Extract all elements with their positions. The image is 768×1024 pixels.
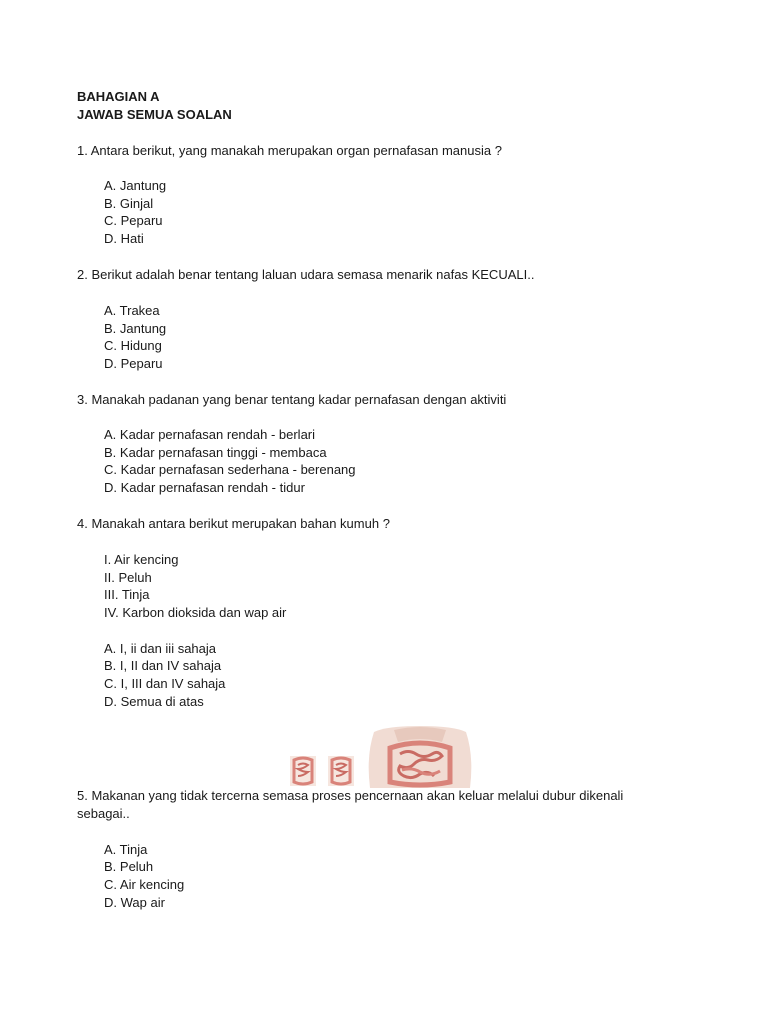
q4-option-b: B. I, II dan IV sahaja bbox=[104, 658, 222, 673]
question-1-text: 1. Antara berikut, yang manakah merupakan organ pernafasan manusia ? bbox=[77, 143, 502, 158]
question-5-text-line-1: 5. Makanan yang tidak tercerna semasa proses pencernaan akan keluar melalui dubur dikenali bbox=[77, 788, 624, 803]
q4-option-a: A. I, ii dan iii sahaja bbox=[104, 641, 217, 656]
intestine-icon bbox=[286, 726, 476, 788]
q4-statement-4: IV. Karbon dioksida dan wap air bbox=[104, 605, 287, 620]
q3-option-b: B. Kadar pernafasan tinggi - membaca bbox=[104, 445, 327, 460]
question-2-text: 2. Berikut adalah benar tentang laluan udara semasa menarik nafas KECUALI.. bbox=[77, 267, 535, 282]
q4-option-c: C. I, III dan IV sahaja bbox=[104, 676, 226, 691]
q1-option-b: B. Ginjal bbox=[104, 196, 154, 211]
q4-statement-3: III. Tinja bbox=[104, 587, 150, 602]
q1-option-d: D. Hati bbox=[104, 231, 144, 246]
q5-option-a: A. Tinja bbox=[104, 842, 148, 857]
instruction-title: JAWAB SEMUA SOALAN bbox=[77, 107, 232, 122]
q5-option-b: B. Peluh bbox=[104, 859, 154, 874]
q4-statement-1: I. Air kencing bbox=[104, 552, 179, 567]
intestine-illustration bbox=[286, 726, 476, 788]
q2-option-b: B. Jantung bbox=[104, 321, 167, 336]
question-5-text-line-2: sebagai.. bbox=[77, 806, 130, 821]
q5-option-d: D. Wap air bbox=[104, 895, 165, 910]
q1-option-c: C. Peparu bbox=[104, 213, 163, 228]
question-3-text: 3. Manakah padanan yang benar tentang kadar pernafasan dengan aktiviti bbox=[77, 392, 507, 407]
q3-option-c: C. Kadar pernafasan sederhana - berenang bbox=[104, 462, 356, 477]
q3-option-a: A. Kadar pernafasan rendah - berlari bbox=[104, 427, 316, 442]
q2-option-c: C. Hidung bbox=[104, 338, 162, 353]
q1-option-a: A. Jantung bbox=[104, 178, 167, 193]
q4-option-d: D. Semua di atas bbox=[104, 694, 204, 709]
q2-option-a: A. Trakea bbox=[104, 303, 160, 318]
question-4-text: 4. Manakah antara berikut merupakan bahan kumuh ? bbox=[77, 516, 390, 531]
section-title: BAHAGIAN A bbox=[77, 89, 160, 104]
q4-statement-2: II. Peluh bbox=[104, 570, 152, 585]
q2-option-d: D. Peparu bbox=[104, 356, 163, 371]
q5-option-c: C. Air kencing bbox=[104, 877, 185, 892]
q3-option-d: D. Kadar pernafasan rendah - tidur bbox=[104, 480, 305, 495]
